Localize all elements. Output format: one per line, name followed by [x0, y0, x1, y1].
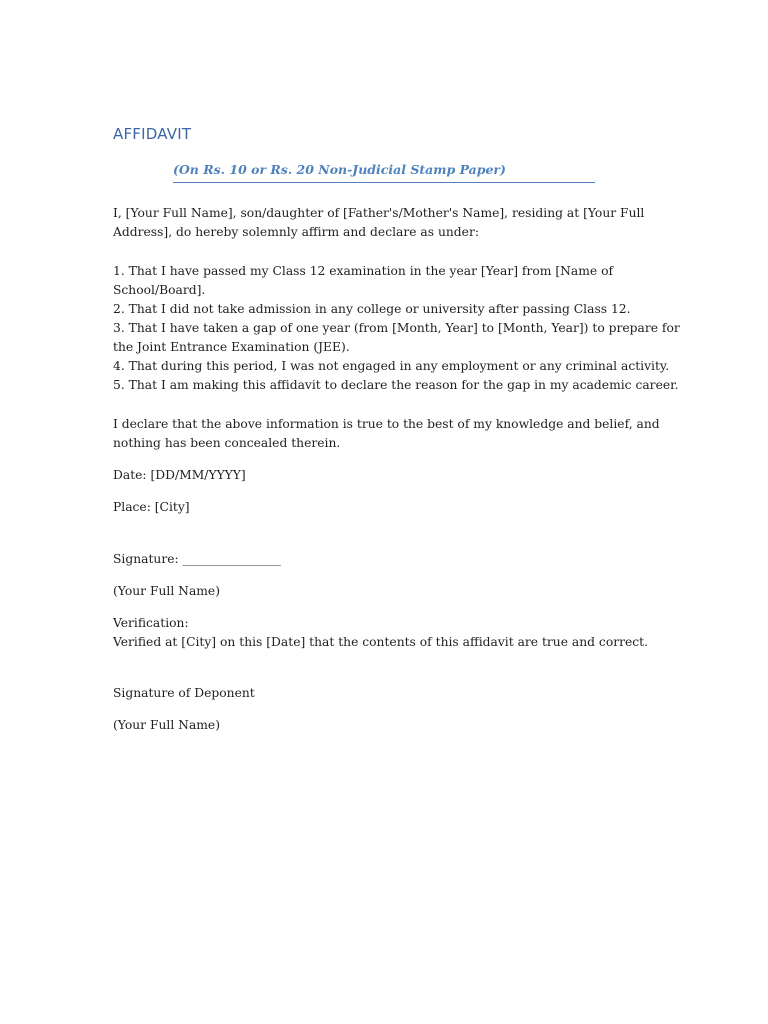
place-line: Place: [City] [113, 500, 190, 514]
verification-label: Verification: [113, 616, 189, 630]
intro-line: Address], do hereby solemnly affirm and declare as under: [113, 225, 479, 239]
document-title: AFFIDAVIT [113, 125, 192, 143]
point-line: 2. That I did not take admission in any college or university after passing Class 12. [113, 302, 631, 316]
declaration-paragraph [113, 415, 660, 453]
declaration-points [113, 262, 680, 395]
full-name-line: (Your Full Name) [113, 584, 221, 598]
point-line: 1. That I have passed my Class 12 examination in the year [Year] from [Name of [113, 264, 614, 278]
document-subtitle: (On Rs. 10 or Rs. 20 Non-Judicial Stamp Paper) [173, 162, 595, 183]
verification-text: Verified at [City] on this [Date] that the contents of this affidavit are true and correct. [113, 635, 648, 649]
declaration-line: nothing has been concealed therein. [113, 436, 341, 450]
point-line: 5. That I am making this affidavit to declare the reason for the gap in my academic career. [113, 378, 679, 392]
point-line: School/Board]. [113, 283, 206, 297]
point-line: the Joint Entrance Examination (JEE). [113, 340, 350, 354]
point-line: 3. That I have taken a gap of one year (from [Month, Year] to [Month, Year]) to prepare for [113, 321, 680, 335]
intro-line: I, [Your Full Name], son/daughter of [Father's/Mother's Name], residing at [Your Full [113, 206, 645, 220]
date-line: Date: [DD/MM/YYYY] [113, 468, 246, 482]
point-line: 4. That during this period, I was not engaged in any employment or any criminal activity. [113, 359, 670, 373]
signature-line: Signature: ________________ [113, 552, 281, 566]
intro-paragraph [113, 204, 653, 242]
signature-deponent-line: Signature of Deponent [113, 686, 255, 700]
verification-block [113, 614, 653, 652]
declaration-line: I declare that the above information is true to the best of my knowledge and belief, and [113, 417, 660, 431]
full-name-line: (Your Full Name) [113, 718, 221, 732]
